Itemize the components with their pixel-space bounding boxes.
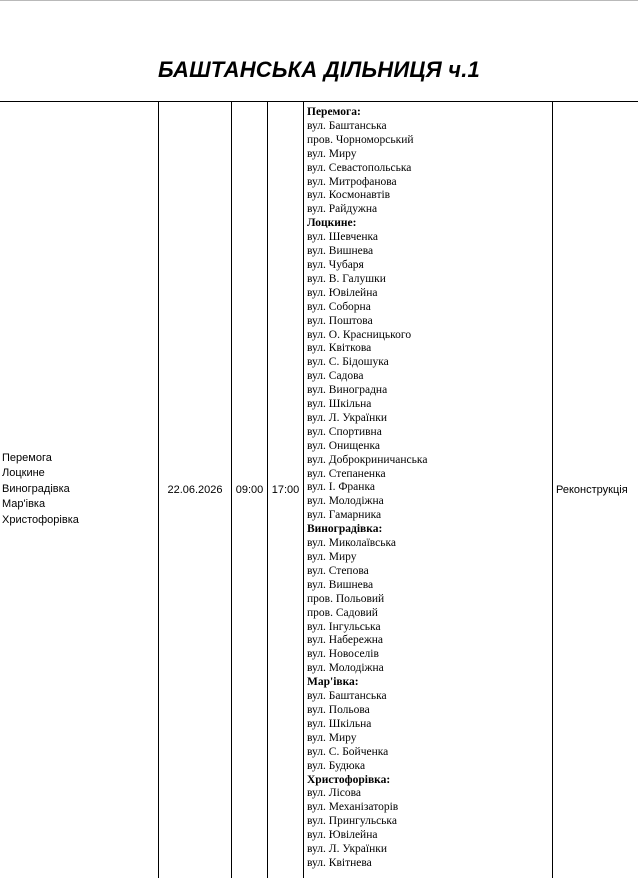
street-name: вул. Степаненка (307, 467, 386, 480)
street-name: вул. Лісова (307, 787, 362, 800)
street-name: вул. Баштанська (307, 690, 387, 703)
street-name: пров. Садовий (307, 606, 378, 619)
column-divider (552, 102, 553, 878)
street-name: вул. Миру (307, 147, 357, 160)
street-name: вул. С. Бідошука (307, 356, 389, 369)
street-name: вул. Степова (307, 564, 369, 577)
street-group-heading: Виноградівка: (307, 523, 383, 536)
street-name: вул. Механізаторів (307, 801, 399, 814)
street-name: вул. Виноградна (307, 384, 388, 397)
street-name: вул. Ювілейна (307, 829, 378, 842)
street-group-heading: Мар'івка: (307, 676, 359, 689)
street-name: вул. Миру (307, 731, 357, 744)
street-group-heading: Перемога: (307, 106, 361, 118)
street-name: вул. Молодіжна (307, 495, 384, 508)
street-name: вул. Квіткова (307, 342, 372, 355)
street-name: вул. Інгульська (307, 620, 381, 633)
settlements-cell (2, 102, 156, 877)
street-name: вул. Миру (307, 551, 357, 563)
start-time-cell: 09:00 (235, 483, 264, 496)
street-name: вул. Вишнева (307, 578, 374, 591)
settlement-name: Христофорівка (2, 513, 79, 526)
street-name: пров. Польовий (307, 592, 385, 605)
street-name: вул. Л. Українки (307, 411, 387, 424)
street-name: вул. Космонавтів (307, 189, 391, 202)
settlement-name: Перемога (2, 451, 52, 464)
settlement-name: Лоцкине (2, 467, 45, 480)
street-name: вул. Новоселів (307, 648, 379, 661)
street-name: вул. Вишнева (307, 245, 374, 258)
street-name: вул. Баштанська (307, 119, 387, 132)
street-name: вул. Поштова (307, 314, 373, 327)
street-name: вул. Севастопольська (307, 161, 412, 174)
street-name: вул. Прингульська (307, 815, 397, 828)
street-name: вул. Садова (307, 370, 364, 383)
street-name: вул. Ювілейна (307, 286, 378, 299)
top-rule (0, 0, 638, 1)
street-group-heading: Христофорівка: (307, 773, 391, 786)
street-name: вул. Шкільна (307, 717, 372, 730)
street-name: вул. Набережна (307, 634, 384, 647)
street-name: вул. Гамарника (307, 509, 382, 522)
street-name: вул. Л. Українки (307, 843, 387, 856)
street-name: пров. Чорноморський (307, 133, 414, 146)
settlement-name: Мар'івка (2, 498, 46, 511)
street-group-heading: Лоцкине: (307, 217, 357, 230)
street-name: вул. Соборна (307, 300, 371, 313)
street-name: вул. Шевченка (307, 231, 379, 244)
street-name: вул. Спортивна (307, 425, 382, 438)
settlements-list (2, 451, 79, 529)
street-name: вул. Чубаря (307, 258, 364, 271)
outage-table (0, 101, 638, 877)
end-time-cell: 17:00 (271, 483, 300, 496)
column-divider (303, 102, 304, 878)
street-name: вул. В. Галушки (307, 272, 386, 285)
reason-cell: Реконструкція (556, 483, 628, 496)
street-name: вул. Райдужна (307, 203, 378, 216)
street-name: вул. Квітнева (307, 856, 372, 869)
street-name: вул. С. Бойченка (307, 745, 389, 758)
street-name: вул. Доброкриничанська (307, 453, 428, 466)
street-name: вул. І. Франка (307, 481, 375, 494)
date-cell: 22.06.2026 (167, 483, 223, 496)
street-name: вул. Будюка (307, 759, 366, 772)
street-name: вул. Шкільна (307, 398, 372, 411)
document-title: БАШТАНСЬКА ДІЛЬНИЦЯ ч.1 (158, 57, 480, 82)
street-name: вул. Молодіжна (307, 662, 384, 675)
street-name: вул. Польова (307, 703, 370, 716)
settlement-name: Виноградівка (2, 482, 70, 495)
street-name: вул. Миколаївська (307, 537, 397, 550)
street-name: вул. О. Красницького (307, 328, 412, 341)
street-name: вул. Митрофанова (307, 175, 397, 188)
street-name: вул. Онищенка (307, 439, 381, 452)
streets-cell (307, 106, 551, 871)
